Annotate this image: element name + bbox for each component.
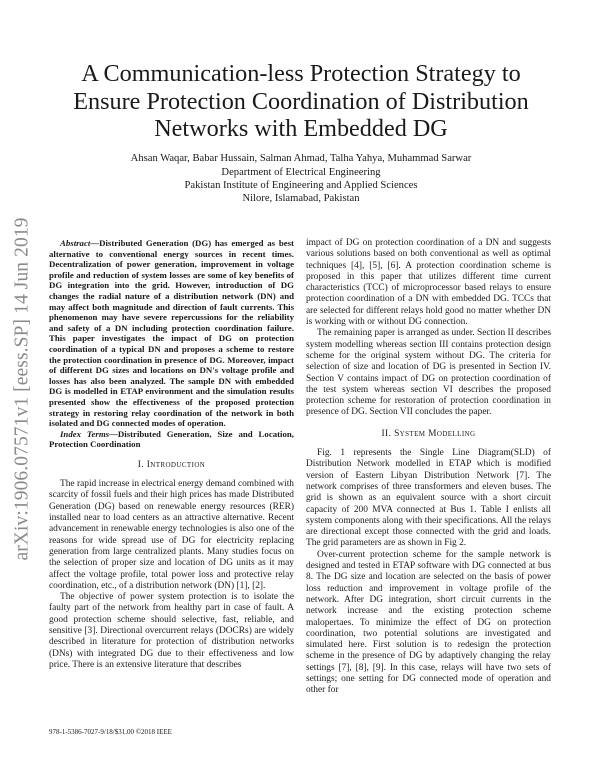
intro-paragraph-2: The objective of power system protection is to isolate the faulty part of the network from healthy part in case of fault. A good protection scheme should selective, fast, reliable, and sensitive [3]. Directional overcurrent relays (DOCRs) are widely described in literature for protection of distribution networks (DNs) with integrated DG due to their effectiveness and low price. There is an extensive literature that describes [49,592,294,670]
section-heading-system-modelling: II. System Modelling [381,428,476,439]
paper-title: A Communication-less Protection Strategy to Ensure Protection Coordination of Distribution Networks with Embedded DG [73,60,529,142]
index-terms-text: —Distributed Generation, Size and Location, Protection Coordination [49,428,294,450]
section-heading-introduction: I. Introduction [137,459,206,470]
affiliation-institute: Pakistan Institute of Engineering and Applied Sciences [184,180,418,191]
abstract [49,238,294,429]
affiliation-department: Department of Electrical Engineering [221,167,381,178]
index-terms-label: Index Terms [60,428,110,439]
copyright-footer: 978-1-5386-7027-9/18/$31.00 ©2018 IEEE [49,728,172,736]
intro-paragraph-3: impact of DG on protection coordination of a DN and suggests various solutions based on both conventional as well as optimal techniques [4], [5], [6]. A protection coordination scheme is proposed in this paper that utilizes different time current characteristics (TCC) of microprocessor based relays to ensure protection coordination of a DN with embedded DG. TCCs that are selected for different relays hold good no matter whether DN is working with or without DG connection. [306,238,551,328]
modelling-paragraph-2: Over-current protection scheme for the sample network is designed and tested in ETAP software with DG connected at bus 8. The DG size and location are selected on the basis of power loss reduction and improvement in voltage profile of the network. After DG integration, short circuit currents in the network increase and the existing protection scheme malopertaes. To minimize the effect of DG on protection coordination, two potential solutions are investigated and simulated here. First solution is to redesign the protection scheme in the presence of DG by adaptively changing the relay settings [7], [8], [9]. In this case, relays will have two sets of settings; one setting for DG connected mode of operation and other for [306,549,551,696]
index-terms [49,429,294,450]
affiliation [55,166,547,205]
abstract-text: —Distributed Generation (DG) has emerged as best alternative to conventional energy sources in recent times. Decentralization of power generation, improvement in voltage profile and reduction of system losses are some of key benefits of DG integration into the grid. However, introduction of DG changes the radial nature of a distribution network (DN) and may affect both magnitude and direction of fault currents. This phenomenon may have severe repercussions for the reliability and safety of a DN including protection coordination failure. This paper investigates the impact of DG on protection coordination of a typical DN and proposes a scheme to restore the protection coordination in presence of DG. Moreover, impact of different DG sizes and locations on DN's voltage profile and losses has also been analyzed. The sample DN with embedded DG is modelled in ETAP environment and the simulation results presented show the effectiveness of the proposed protection strategy in restoring relay coordination of the network in both isolated and DG connected modes of operation. [49,238,294,429]
right-column [306,238,551,697]
affiliation-location: Nilore, Islamabad, Pakistan [242,193,360,204]
intro-paragraph-1: The rapid increase in electrical energy demand combined with scarcity of fossil fuels and their high prices has made Distributed Generation (DG) based on renewable energy resources (RER) installed near to load centers as an attractive alternative. Recent advancement in renewable energy technologies is also one of the reasons for wide spread use of DG for electricity replacing generation from large centralized plants. Many studies focus on the selection of proper size and location of DG units as it may affect the voltage profile, total power loss and protective relay coordination, etc., of a distribution network (DN) [1], [2]. [49,479,294,591]
left-column [49,238,294,671]
modelling-paragraph-1: Fig. 1 represents the Single Line Diagram(SLD) of Distribution Network modelled in ETAP which is modified version of Eastern Libyan Distribution Network [7]. The network comprises of three transformers and eleven buses. The grid is shown as an equivalent source with a short circuit capacity of 200 MVA connected at Bus 1. Table I enlists all system components along with their specifications. All the relays are directional except those connected with the grid and loads. The grid parameters are as shown in Fig 2. [306,448,551,549]
arxiv-stamp [3,205,43,573]
intro-paragraph-4: The remaining paper is arranged as under. Section II describes system modelling whereas section III contains protection design scheme for the original system without DG. The criteria for selection of size and location of DG is presented in Section IV. Section V contains impact of DG on protection coordination of the test system whereas section VI describes the proposed protection scheme for restoration of protection coordination in presence of DG. Section VII concludes the paper. [306,328,551,418]
abstract-label: Abstract [60,238,91,248]
arxiv-stamp-text: arXiv:1906.07571v1 [eess.SP] 14 Jun 2019 [12,217,34,561]
author-list: Ahsan Waqar, Babar Hussain, Salman Ahmad, Talha Yahya, Muhammad Sarwar [130,153,472,164]
